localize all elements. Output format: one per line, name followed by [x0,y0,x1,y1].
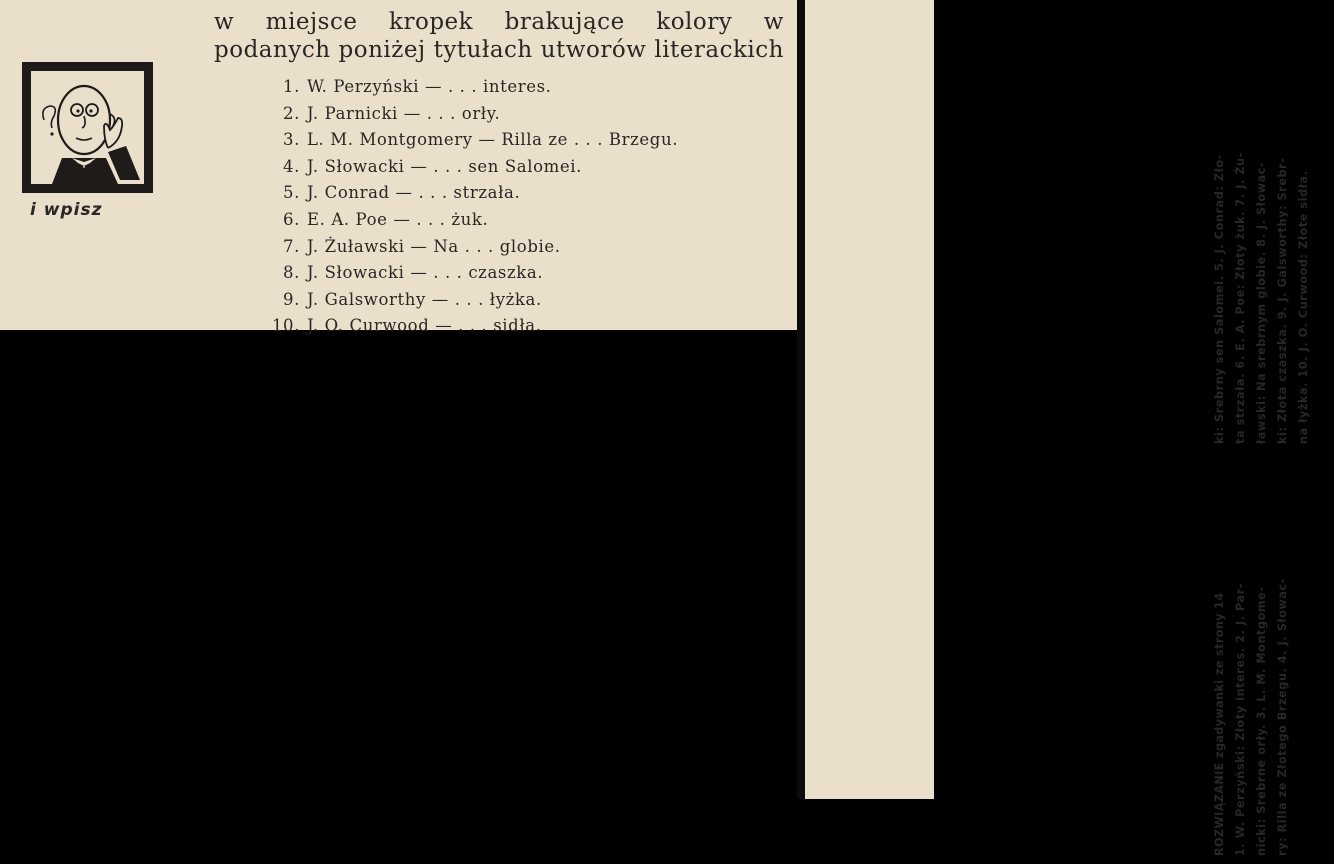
list-item [270,154,678,181]
solution-strip [805,0,1310,856]
item-number: 2. [283,103,300,123]
item-number: 4. [283,156,300,176]
item-text: J. Conrad — . . . strzała. [307,183,521,203]
puzzle-clipping [0,0,797,336]
item-text: J. Żuławski — Na . . . globie. [307,236,561,256]
item-number: 6. [283,209,300,229]
item-text: J. Słowacki — . . . czaszka. [307,263,544,283]
solution-rotated-text [1205,65,1334,864]
item-text: J. Słowacki — . . . sen Salomei. [307,156,582,176]
list-item [270,180,678,207]
intro-text: w miejsce kropek brakujące kolory w podanych poniżej tytułach utworów literackich [214,9,784,63]
list-item [270,207,678,234]
list-item [270,74,678,101]
solution-column-1 [1209,476,1293,856]
solution-line: ławski: Na srebrnym globie. 8. J. Słowac- [1254,161,1268,444]
list-item [270,287,678,314]
item-number: 8. [283,263,300,283]
item-number: 3. [283,130,300,150]
list-item [270,313,678,340]
solution-line: nicki: Srebrne orły. 3. L. M. Montgome- [1254,585,1268,856]
item-text: L. M. Montgomery — Rilla ze . . . Brzegu. [307,130,679,150]
item-text: W. Perzyński — . . . interes. [307,77,552,96]
solution-line: ry: Rilla ze Złotego Brzegu. 4. J. Słowac- [1275,577,1289,856]
titles-list [270,74,678,340]
solution-line: ta strzała. 6. E. A. Poe: Złoty żuk. 7. J. Żu- [1233,151,1247,444]
item-number: 5. [283,183,300,203]
caption-text: i wpisz [30,200,103,220]
solution-line: ki: Złota czaszka. 9. J. Galsworthy: Srebr- [1275,157,1289,444]
list-item [270,101,678,128]
item-text: J. O. Curwood — . . . sidła. [307,316,542,336]
solution-heading: ROZWIĄZANIE zgadywanki ze strony 14 [1212,591,1226,856]
item-number: 10. [271,316,300,336]
item-number: 7. [283,236,300,256]
thinking-man-illustration [22,62,153,193]
solution-line: 1. W. Perzyński: Złoty interes. 2. J. Par- [1233,582,1247,856]
item-text: E. A. Poe — . . . żuk. [307,209,489,229]
page-gap [797,0,805,799]
list-item [270,260,678,287]
item-number: 1. [283,77,300,96]
item-number: 9. [283,289,300,309]
solution-column-2 [1209,72,1314,444]
list-item [270,234,678,261]
solution-line: na łyżka. 10. J. O. Curwood: Złote sidła. [1296,169,1310,444]
item-text: J. Parnicki — . . . orły. [307,103,501,123]
list-item [270,127,678,154]
solution-line: ki: Srebrny sen Salomei. 5. J. Conrad: Zło- [1212,153,1226,444]
item-text: J. Galsworthy — . . . łyżka. [307,289,542,309]
